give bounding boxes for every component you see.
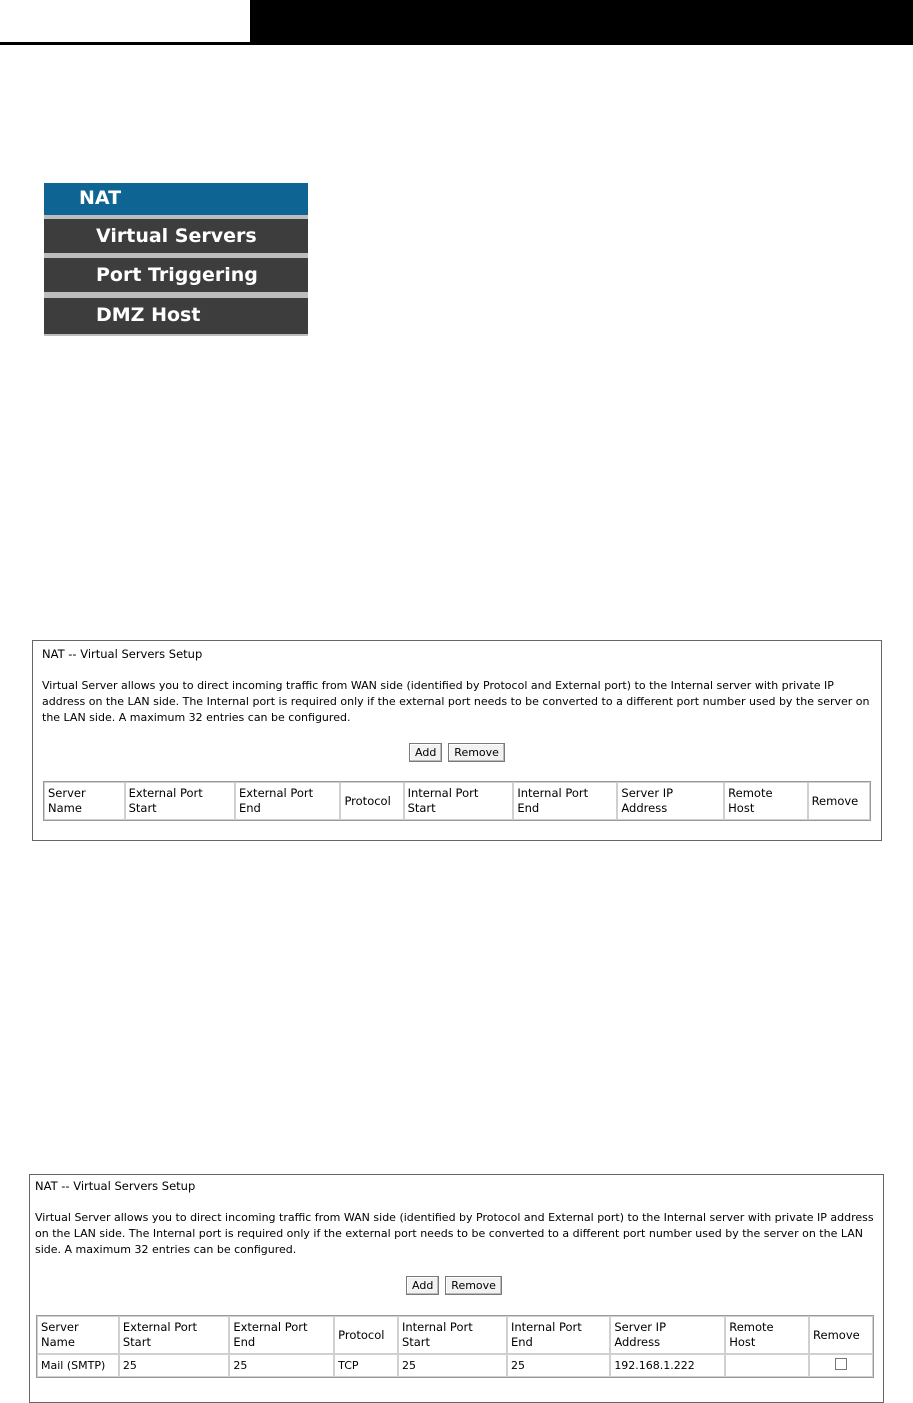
column-header-line2: Start bbox=[128, 801, 157, 815]
column-header-line2: End bbox=[238, 801, 261, 815]
virtual-servers-panel-empty bbox=[32, 640, 882, 841]
nat-menu bbox=[44, 183, 308, 336]
table-row bbox=[37, 1354, 873, 1377]
remove-button[interactable]: Remove bbox=[445, 1276, 502, 1295]
column-header-line1: Internal Port bbox=[510, 1320, 582, 1334]
column-header-external-port-start bbox=[119, 1316, 229, 1354]
cell-protocol: TCP bbox=[334, 1354, 398, 1377]
column-header-line2: End bbox=[233, 1335, 256, 1349]
remove-button[interactable]: Remove bbox=[448, 743, 505, 762]
column-header-protocol bbox=[334, 1316, 398, 1354]
column-header-server-name bbox=[44, 782, 125, 820]
column-header-line1: Protocol bbox=[344, 793, 391, 808]
column-header-line1: Remote bbox=[728, 786, 773, 800]
virtual-servers-panel-filled bbox=[29, 1174, 884, 1403]
column-header-line1: External Port bbox=[128, 786, 203, 800]
header-bar bbox=[250, 0, 913, 42]
column-header-line2: Host bbox=[729, 1335, 756, 1349]
column-header-internal-port-end bbox=[513, 782, 617, 820]
column-header-server-name bbox=[37, 1316, 119, 1354]
panel-description: Virtual Server allows you to direct incoming traffic from WAN side (identified by Protocol and External port) to the Internal server with private IP address on the LAN side. The Internal port is required only if the external port needs to be converted to a different port number used by the server on the LAN side. A maximum 32 entries can be configured. bbox=[35, 1211, 874, 1256]
column-header-line2: End bbox=[517, 801, 540, 815]
column-header-line2: Start bbox=[401, 1335, 431, 1349]
column-header-line2: Address bbox=[621, 801, 668, 815]
column-header-line2: Name bbox=[48, 801, 82, 815]
add-button[interactable]: Add bbox=[409, 743, 442, 762]
menu-item-dmz-host[interactable]: DMZ Host bbox=[44, 298, 308, 334]
column-header-line1: Internal Port bbox=[407, 786, 479, 800]
column-header-external-port-start bbox=[125, 782, 235, 820]
column-header-internal-port-start bbox=[404, 782, 514, 820]
column-header-remove bbox=[808, 782, 870, 820]
column-header-internal-port-end bbox=[507, 1316, 610, 1354]
column-header-line1: External Port bbox=[238, 786, 314, 800]
menu-item-port-triggering[interactable]: Port Triggering bbox=[44, 258, 308, 292]
column-header-line1: External Port bbox=[233, 1320, 308, 1334]
column-header-line2: Start bbox=[122, 1335, 151, 1349]
column-header-line1: Internal Port bbox=[517, 786, 589, 800]
column-header-internal-port-start bbox=[398, 1316, 507, 1354]
column-header-remove bbox=[809, 1316, 873, 1354]
column-header-line1: Server bbox=[48, 786, 86, 800]
menu-item-virtual-servers[interactable]: Virtual Servers bbox=[44, 219, 308, 253]
panel-title: NAT -- Virtual Servers Setup bbox=[42, 647, 203, 661]
column-header-line1: Remove bbox=[811, 793, 859, 808]
column-header-line2: Name bbox=[41, 1335, 75, 1349]
column-header-line2: Start bbox=[407, 801, 436, 815]
cell-remove bbox=[809, 1354, 873, 1377]
column-header-server-ip-address bbox=[610, 1316, 725, 1354]
cell-internal-port-start: 25 bbox=[398, 1354, 507, 1377]
column-header-remote-host bbox=[724, 782, 807, 820]
column-header-line1: Remove bbox=[813, 1327, 860, 1342]
column-header-line2: End bbox=[510, 1335, 533, 1349]
cell-remote-host bbox=[725, 1354, 809, 1377]
panel-title: NAT -- Virtual Servers Setup bbox=[35, 1179, 196, 1193]
column-header-line1: Server IP bbox=[621, 786, 674, 800]
column-header-external-port-end bbox=[229, 1316, 334, 1354]
column-header-line1: Remote bbox=[729, 1320, 774, 1334]
column-header-line1: Internal Port bbox=[401, 1320, 473, 1334]
remove-checkbox[interactable] bbox=[835, 1358, 847, 1370]
cell-server-ip-address: 192.168.1.222 bbox=[610, 1354, 725, 1377]
add-button[interactable]: Add bbox=[406, 1276, 439, 1295]
column-header-remote-host bbox=[725, 1316, 809, 1354]
column-header-external-port-end bbox=[235, 782, 340, 820]
column-header-line1: Server bbox=[41, 1320, 79, 1334]
column-header-line1: Server IP bbox=[614, 1320, 667, 1334]
panel-description: Virtual Server allows you to direct incoming traffic from WAN side (identified by Protocol and External port) to the Internal server with private IP address on the LAN side. The Internal port is required only if the external port needs to be converted to a different port number used by the server on the LAN side. A maximum 32 entries can be configured. bbox=[42, 679, 870, 724]
column-header-line1: External Port bbox=[122, 1320, 198, 1334]
cell-external-port-start: 25 bbox=[119, 1354, 229, 1377]
cell-internal-port-end: 25 bbox=[507, 1354, 610, 1377]
virtual-servers-table bbox=[43, 781, 871, 821]
cell-external-port-end: 25 bbox=[229, 1354, 334, 1377]
column-header-server-ip-address bbox=[617, 782, 724, 820]
column-header-line1: Protocol bbox=[338, 1327, 385, 1342]
cell-server-name: Mail (SMTP) bbox=[37, 1354, 119, 1377]
menu-header-nat[interactable]: NAT bbox=[44, 183, 308, 215]
column-header-line2: Address bbox=[614, 1335, 661, 1349]
column-header-line2: Host bbox=[728, 801, 755, 815]
column-header-protocol bbox=[340, 782, 403, 820]
header-rule bbox=[0, 42, 913, 45]
virtual-servers-table bbox=[36, 1315, 874, 1378]
